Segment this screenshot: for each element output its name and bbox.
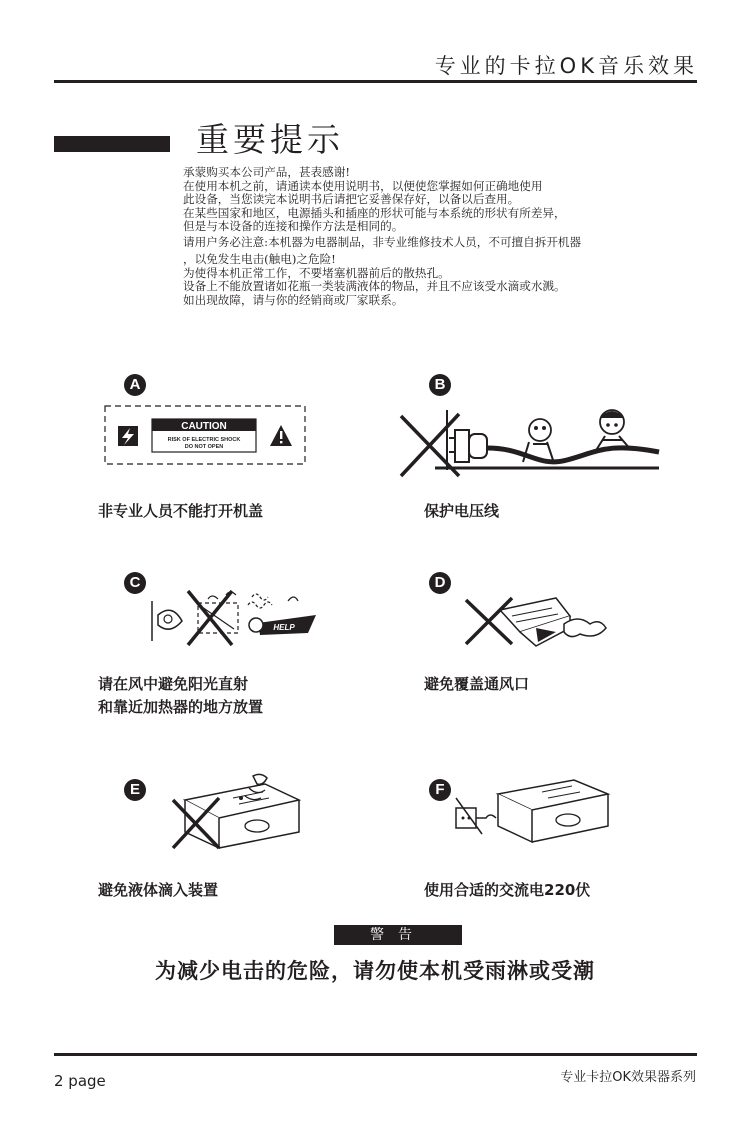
power-plug-icon — [449, 430, 487, 462]
notice-line: 如出现故障，请与你的经销商或厂家联系。 — [183, 292, 404, 307]
warning-label: 警告 — [334, 925, 462, 945]
caution-line2: DO NOT OPEN — [184, 444, 224, 450]
badge-f: F — [429, 779, 451, 801]
footer-rule — [54, 1053, 697, 1056]
caution-title: CAUTION — [181, 421, 227, 432]
device-box-icon — [500, 598, 570, 646]
notice-line: 在某些国家和地区，电源插头和插座的形状可能与本系统的形状有所差异， — [183, 205, 566, 220]
warning-text: 为减少电击的危险，请勿使本机受雨淋或受潮 — [155, 959, 595, 983]
caption-a: 非专业人员不能打开机盖 — [98, 502, 264, 520]
caption-b: 保护电压线 — [424, 502, 500, 520]
badge-d: D — [429, 572, 451, 594]
caption-c: 请在风中避免阳光直射 — [98, 675, 249, 693]
ac-power-illustration — [452, 772, 612, 852]
wall-socket-icon — [456, 798, 496, 834]
badge-b: B — [429, 374, 451, 396]
page-title: 重要提示 — [196, 120, 344, 159]
cross-mark-icon — [401, 414, 459, 476]
heater-icon — [158, 610, 182, 629]
notice-text — [183, 166, 703, 307]
caption-c-line2: 和靠近加热器的地方放置 — [98, 698, 264, 716]
notice-line: 为使得本机正常工作，不要堵塞机器前后的散热孔。 — [183, 265, 450, 280]
exclamation-warning-icon — [270, 425, 292, 446]
ventilation-cover-illustration — [460, 588, 610, 648]
badge-c: C — [124, 572, 146, 594]
notice-line: 请用户务必注意:本机器为电器制品，非专业维修技术人员，不可擅自拆开机器 — [183, 234, 582, 249]
title-accent-bar — [54, 136, 170, 152]
heat-sunlight-illustration — [148, 585, 318, 645]
cross-mark-icon — [466, 598, 512, 644]
device-box-icon — [498, 780, 608, 842]
header-rule — [54, 80, 697, 83]
notice-line: 但是与本设备的连接和操作方法是相同的。 — [183, 219, 404, 233]
caption-e: 避免液体滴入装置 — [98, 881, 219, 899]
lightning-warning-icon — [118, 426, 138, 446]
notice-line: 承蒙购买本公司产品，甚表感谢! — [183, 165, 350, 179]
caution-line1: RISK OF ELECTRIC SHOCK — [167, 437, 241, 443]
caption-d: 避免覆盖通风口 — [424, 675, 530, 693]
badge-e: E — [124, 779, 146, 801]
help-figure-icon — [249, 615, 316, 635]
smoke-icon — [248, 594, 298, 608]
footer-series: 专业卡拉OK效果器系列 — [560, 1070, 696, 1085]
notice-line: 此设备，当您读完本说明书后请把它妥善保存好，以备以后查用。 — [183, 192, 520, 206]
notice-line: 设备上不能放置诸如花瓶一类装满液体的物品，并且不应该受水滴或水溅。 — [183, 279, 566, 293]
page-number: 2 page — [54, 1072, 106, 1090]
help-text: HELP — [273, 623, 295, 632]
notice-line: 在使用本机之前，请通读本使用说明书，以便使您掌握如何正确地使用 — [183, 178, 543, 193]
caption-f: 使用合适的交流电220伏 — [424, 881, 591, 899]
caution-label-illustration — [104, 405, 306, 465]
power-cord-illustration — [397, 400, 667, 482]
header-title: 专业的卡拉OK音乐效果 — [434, 54, 698, 78]
badge-a: A — [124, 374, 146, 396]
liquid-drip-illustration — [165, 770, 305, 850]
notice-line: ，以免发生电击(触电)之危险! — [183, 252, 336, 266]
